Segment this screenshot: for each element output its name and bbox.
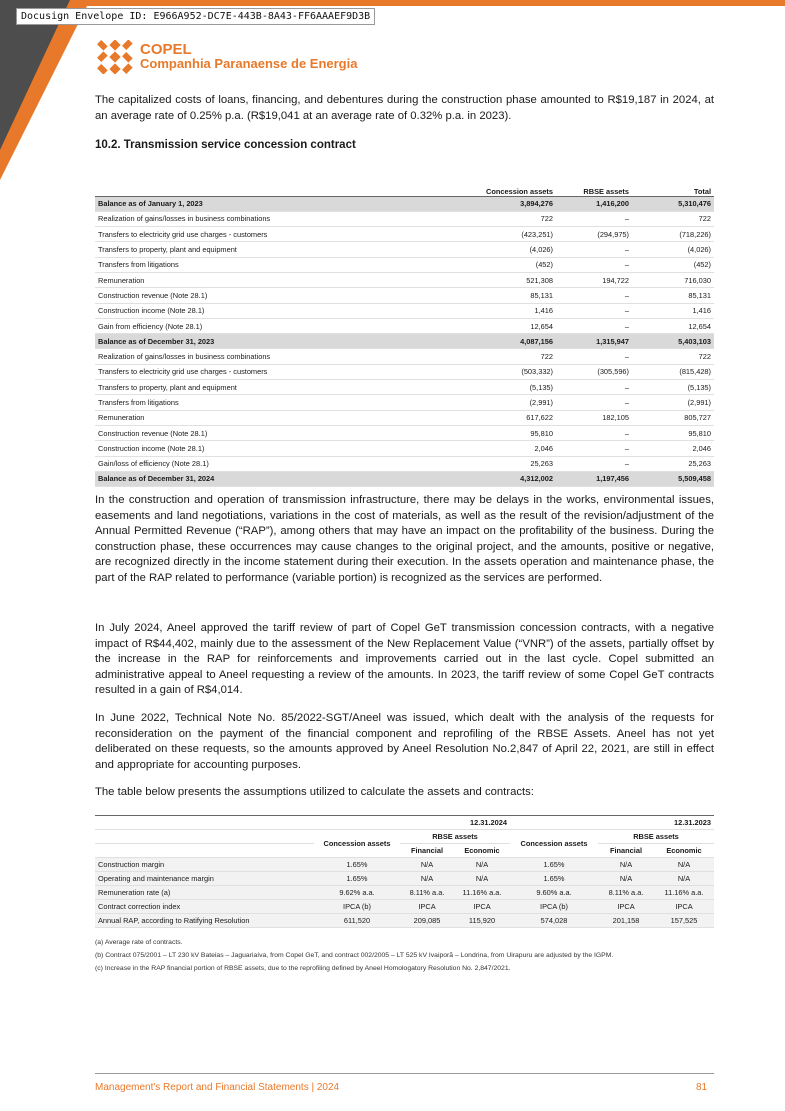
cell-value: – bbox=[556, 318, 632, 333]
cell-value: – bbox=[556, 242, 632, 257]
table-row bbox=[95, 395, 714, 410]
cell-value: 722 bbox=[472, 211, 556, 226]
row-label: Transfers from litigations bbox=[95, 395, 472, 410]
row-label: Construction income (Note 28.1) bbox=[95, 441, 472, 456]
table-row bbox=[95, 334, 714, 349]
cell-value: IPCA bbox=[454, 900, 510, 914]
row-label: Remuneration rate (a) bbox=[95, 886, 314, 900]
row-label: Construction revenue (Note 28.1) bbox=[95, 288, 472, 303]
paragraph-tariff-review: In July 2024, Aneel approved the tariff review of part of Copel GeT transmission concession contracts, with a negative impact of R$44,402, mainly due to the assessment of the New Replacement Value (“VNR”) of the assets, partially offset by the increase in the RAP for reinforcements and improvements carried out in the last cycle. Copel submitted an administrative appeal to Aneel requesting a review of the amounts. In 2023, the tariff review of some Copel GeT contracts resulted in a gain of R$4,014. bbox=[95, 622, 714, 697]
row-label: Transfers to electricity grid use charges - customers bbox=[95, 364, 472, 379]
assumptions-table bbox=[95, 815, 714, 928]
row-label: Realization of gains/losses in business combinations bbox=[95, 211, 472, 226]
cell-value: IPCA bbox=[598, 900, 654, 914]
cell-value: 1,416,200 bbox=[556, 196, 632, 211]
cell-value: IPCA (b) bbox=[510, 900, 598, 914]
cell-value: 1.65% bbox=[510, 872, 598, 886]
row-label: Transfers to property, plant and equipment bbox=[95, 242, 472, 257]
table-row bbox=[95, 364, 714, 379]
row-label: Balance as of January 1, 2023 bbox=[95, 196, 472, 211]
cell-value: 617,622 bbox=[472, 410, 556, 425]
row-label: Contract correction index bbox=[95, 900, 314, 914]
cell-value: 95,810 bbox=[632, 425, 714, 440]
header-rbse-2024: RBSE assets bbox=[400, 830, 510, 844]
cell-value: 611,520 bbox=[314, 914, 400, 928]
cell-value: (815,428) bbox=[632, 364, 714, 379]
cell-value: 1,197,456 bbox=[556, 471, 632, 486]
cell-value: 11.16% a.a. bbox=[454, 886, 510, 900]
cell-value: 25,263 bbox=[632, 456, 714, 471]
header-financial-2024: Financial bbox=[400, 844, 454, 858]
cell-value: 722 bbox=[632, 349, 714, 364]
table-row bbox=[95, 211, 714, 226]
header-concession-2024: Concession assets bbox=[314, 830, 400, 858]
cell-value: 1,416 bbox=[632, 303, 714, 318]
cell-value: 805,727 bbox=[632, 410, 714, 425]
cell-value: 9.62% a.a. bbox=[314, 886, 400, 900]
row-label: Transfers from litigations bbox=[95, 257, 472, 272]
cell-value: N/A bbox=[454, 872, 510, 886]
cell-value: 9.60% a.a. bbox=[510, 886, 598, 900]
cell-value: N/A bbox=[598, 858, 654, 872]
row-label: Construction income (Note 28.1) bbox=[95, 303, 472, 318]
footnote: (a) Average rate of contracts. bbox=[95, 939, 183, 946]
table-row bbox=[95, 272, 714, 287]
row-label: Transfers to property, plant and equipment bbox=[95, 380, 472, 395]
cell-value: 25,263 bbox=[472, 456, 556, 471]
page-number: 81 bbox=[696, 1082, 708, 1093]
cell-value: 2,046 bbox=[472, 441, 556, 456]
cell-value: 12,654 bbox=[472, 318, 556, 333]
brand-name: COPEL bbox=[140, 41, 192, 58]
paragraph-capitalized-costs: The capitalized costs of loans, financing, and debentures during the construction phase amounted to R$19,187 in 2024, at an average rate of 0.25% p.a. (R$19,041 at an average rate of 0.32% p.a. in 2023). bbox=[95, 94, 714, 122]
footnote: (b) Contract 075/2001 – LT 230 kV Bateias – Jaguariaíva, from Copel GeT, and contract 002/2005 – LT 525 kV Ivaiporã – Londrina, from Uirapuru are adjusted by the IGPM. bbox=[95, 952, 614, 959]
row-label: Balance as of December 31, 2023 bbox=[95, 334, 472, 349]
cell-value: 85,131 bbox=[632, 288, 714, 303]
cell-value: 5,509,458 bbox=[632, 471, 714, 486]
header-economic-2023: Economic bbox=[654, 844, 714, 858]
concession-movement-table bbox=[95, 168, 714, 487]
table-row bbox=[95, 380, 714, 395]
row-label: Remuneration bbox=[95, 272, 472, 287]
period-2024: 12.31.2024 bbox=[314, 816, 510, 830]
cell-value: – bbox=[556, 257, 632, 272]
cell-value: 8.11% a.a. bbox=[598, 886, 654, 900]
top-accent-bar bbox=[0, 0, 785, 6]
cell-value: IPCA bbox=[654, 900, 714, 914]
cell-value: 85,131 bbox=[472, 288, 556, 303]
paragraph-construction-operation: In the construction and operation of transmission infrastructure, there may be delays in the works, environmental issues, easements and land negotiations, variations in the cost of materials, as well as the result of the revision/adjustment of the Annual Permitted Revenue (“RAP”), among others that may have an impact on the profitability of the business. During the construction phase, these occurrences may cause changes to the original project, and the amounts, positive or negative, are recognized directly in the income statement during their execution. In the assets operation and maintenance phase, the part of the RAP related to performance (variable portion) is recognized as the services are performed. bbox=[95, 494, 714, 584]
row-label: Remuneration bbox=[95, 410, 472, 425]
cell-value: N/A bbox=[654, 858, 714, 872]
cell-value: 2,046 bbox=[632, 441, 714, 456]
table-row bbox=[95, 456, 714, 471]
column-header bbox=[95, 168, 472, 196]
table-row bbox=[95, 349, 714, 364]
cell-value: 95,810 bbox=[472, 425, 556, 440]
cell-value: 722 bbox=[632, 211, 714, 226]
paragraph-technical-note: In June 2022, Technical Note No. 85/2022-SGT/Aneel was issued, which dealt with the analysis of the requests for reconsideration on the payment of the financial component and reprofiling of the RBSE Assets. Aneel has not yet deliberated on these requests, so the amounts approved by Aneel Resolution No.2,847 of April 22, 2021, are still in effect and appropriate for accounting purposes. bbox=[95, 712, 714, 771]
table-row bbox=[95, 410, 714, 425]
header-concession-2023: Concession assets bbox=[510, 830, 598, 858]
cell-value: – bbox=[556, 380, 632, 395]
row-label: Realization of gains/losses in business combinations bbox=[95, 349, 472, 364]
header-financial-2023: Financial bbox=[598, 844, 654, 858]
cell-value: 722 bbox=[472, 349, 556, 364]
row-label: Balance as of December 31, 2024 bbox=[95, 471, 472, 486]
footnote: (c) Increase in the RAP financial portion of RBSE assets, due to the reprofiling defined by Aneel Homologatory Resolution No. 2,847/2021. bbox=[95, 965, 511, 972]
cell-value: IPCA bbox=[400, 900, 454, 914]
table-row bbox=[95, 257, 714, 272]
row-label: Gain from efficiency (Note 28.1) bbox=[95, 318, 472, 333]
table-row bbox=[95, 900, 714, 914]
cell-value: (294,975) bbox=[556, 227, 632, 242]
cell-value: (2,991) bbox=[472, 395, 556, 410]
cell-value: – bbox=[556, 349, 632, 364]
cell-value: (2,991) bbox=[632, 395, 714, 410]
cell-value: – bbox=[556, 456, 632, 471]
cell-value: (718,226) bbox=[632, 227, 714, 242]
cell-value: (5,135) bbox=[472, 380, 556, 395]
column-header: Total bbox=[632, 168, 714, 196]
column-header: RBSE assets bbox=[556, 168, 632, 196]
table-row bbox=[95, 872, 714, 886]
cell-value: 1.65% bbox=[314, 858, 400, 872]
cell-value: 521,308 bbox=[472, 272, 556, 287]
table-notes bbox=[95, 936, 613, 975]
row-label: Transfers to electricity grid use charges - customers bbox=[95, 227, 472, 242]
cell-value: 5,403,103 bbox=[632, 334, 714, 349]
cell-value: 201,158 bbox=[598, 914, 654, 928]
table-row bbox=[95, 886, 714, 900]
column-header: Concession assets bbox=[472, 168, 556, 196]
cell-value: – bbox=[556, 211, 632, 226]
cell-value: N/A bbox=[598, 872, 654, 886]
cell-value: (503,332) bbox=[472, 364, 556, 379]
cell-value: 4,087,156 bbox=[472, 334, 556, 349]
envelope-id: Docusign Envelope ID: E966A952-DC7E-443B-8A43-FF6AAAEF9D3B bbox=[16, 8, 375, 25]
cell-value: 115,920 bbox=[454, 914, 510, 928]
cell-value: 209,085 bbox=[400, 914, 454, 928]
cell-value: – bbox=[556, 425, 632, 440]
table-row bbox=[95, 242, 714, 257]
table-row bbox=[95, 471, 714, 486]
cell-value: N/A bbox=[400, 858, 454, 872]
cell-value: 1,416 bbox=[472, 303, 556, 318]
cell-value: 574,028 bbox=[510, 914, 598, 928]
row-label: Construction margin bbox=[95, 858, 314, 872]
row-label: Gain/loss of efficiency (Note 28.1) bbox=[95, 456, 472, 471]
table-row bbox=[95, 914, 714, 928]
period-2023: 12.31.2023 bbox=[510, 816, 714, 830]
cell-value: 157,525 bbox=[654, 914, 714, 928]
cell-value: 4,312,002 bbox=[472, 471, 556, 486]
table-row bbox=[95, 318, 714, 333]
cell-value: – bbox=[556, 303, 632, 318]
cell-value: (452) bbox=[472, 257, 556, 272]
cell-value: 716,030 bbox=[632, 272, 714, 287]
table-row bbox=[95, 441, 714, 456]
cell-value: (4,026) bbox=[472, 242, 556, 257]
row-label: Operating and maintenance margin bbox=[95, 872, 314, 886]
section-heading: 10.2. Transmission service concession contract bbox=[95, 139, 356, 151]
cell-value: – bbox=[556, 288, 632, 303]
table-row bbox=[95, 288, 714, 303]
footer-divider bbox=[95, 1073, 714, 1074]
table-header-row bbox=[95, 168, 714, 196]
cell-value: 3,894,276 bbox=[472, 196, 556, 211]
cell-value: 5,310,476 bbox=[632, 196, 714, 211]
cell-value: (452) bbox=[632, 257, 714, 272]
table-row bbox=[95, 196, 714, 211]
cell-value: IPCA (b) bbox=[314, 900, 400, 914]
cell-value: (5,135) bbox=[632, 380, 714, 395]
cell-value: 1.65% bbox=[314, 872, 400, 886]
cell-value: N/A bbox=[454, 858, 510, 872]
cell-value: 194,722 bbox=[556, 272, 632, 287]
cell-value: 8.11% a.a. bbox=[400, 886, 454, 900]
cell-value: 12,654 bbox=[632, 318, 714, 333]
footer-title: Management's Report and Financial Statements | 2024 bbox=[95, 1082, 340, 1093]
copel-logo bbox=[96, 40, 357, 74]
brand-full-name: Companhia Paranaense de Energia bbox=[140, 56, 358, 71]
cell-value: 1.65% bbox=[510, 858, 598, 872]
cell-value: 11.16% a.a. bbox=[654, 886, 714, 900]
table-row bbox=[95, 227, 714, 242]
cell-value: (305,596) bbox=[556, 364, 632, 379]
cell-value: (423,251) bbox=[472, 227, 556, 242]
table-row bbox=[95, 858, 714, 872]
table-row bbox=[95, 425, 714, 440]
cell-value: (4,026) bbox=[632, 242, 714, 257]
cell-value: 1,315,947 bbox=[556, 334, 632, 349]
cell-value: 182,105 bbox=[556, 410, 632, 425]
table-row bbox=[95, 303, 714, 318]
row-label: Construction revenue (Note 28.1) bbox=[95, 425, 472, 440]
cell-value: – bbox=[556, 395, 632, 410]
header-economic-2024: Economic bbox=[454, 844, 510, 858]
row-label: Annual RAP, according to Ratifying Resolution bbox=[95, 914, 314, 928]
cell-value: N/A bbox=[654, 872, 714, 886]
copel-logo-icon bbox=[96, 40, 134, 74]
header-rbse-2023: RBSE assets bbox=[598, 830, 714, 844]
cell-value: – bbox=[556, 441, 632, 456]
paragraph-assumptions-intro: The table below presents the assumptions utilized to calculate the assets and contracts: bbox=[95, 786, 534, 798]
cell-value: N/A bbox=[400, 872, 454, 886]
